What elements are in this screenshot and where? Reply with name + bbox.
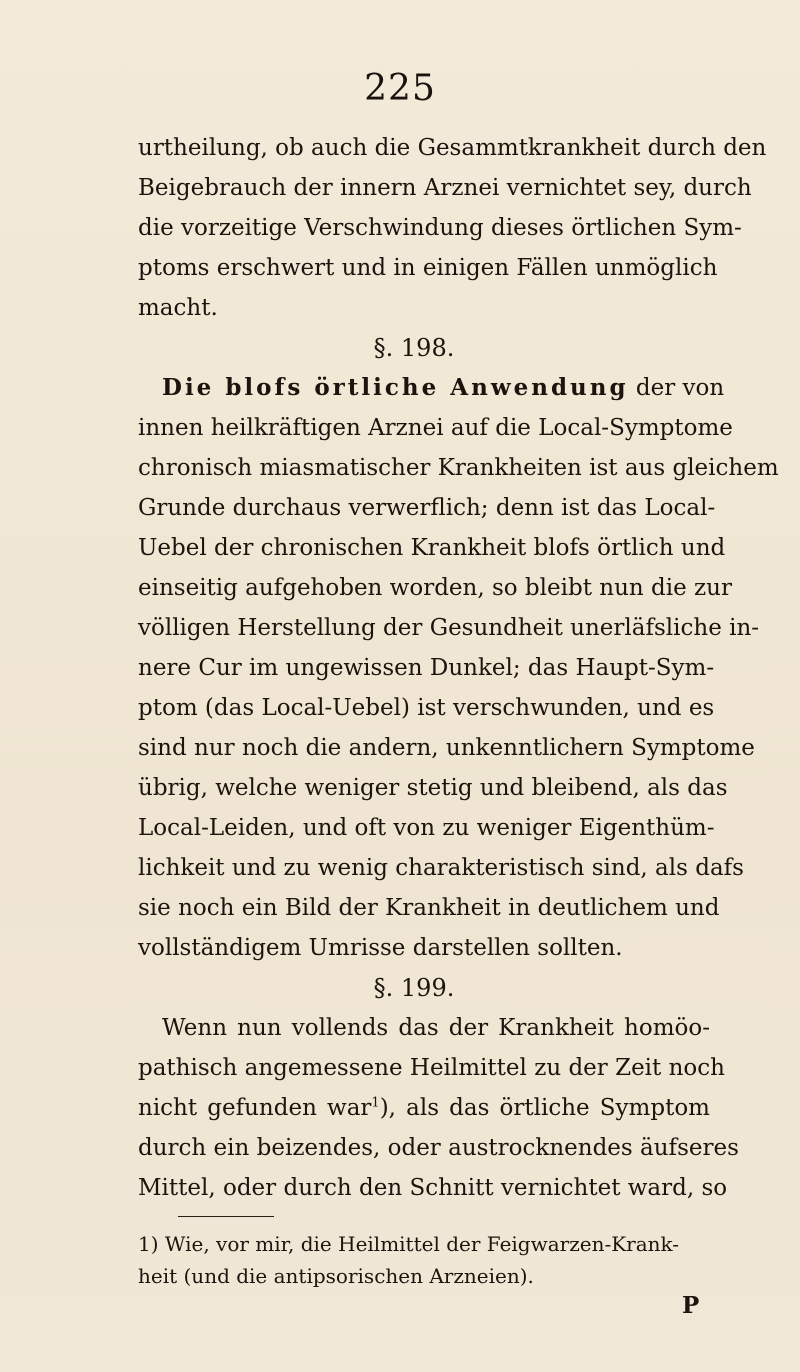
text-line: übrig, welche weniger stetig und bleibend, als das xyxy=(138,775,728,801)
text-line: Grunde durchaus verwerflich; denn ist das Local- xyxy=(138,495,716,521)
footnote-marker: 1 xyxy=(371,1095,380,1111)
text-line: macht. xyxy=(138,295,218,321)
text-line: sind nur noch die andern, unkenntlichern Symptome xyxy=(138,735,755,761)
text-fragment: nicht gefunden war xyxy=(138,1095,372,1121)
text-line: lichkeit und zu wenig charakteristisch sind, als dafs xyxy=(138,855,744,881)
text-line: innen heilkräftigen Arznei auf die Local-Symptome xyxy=(138,415,733,441)
text-line: ptom (das Local-Uebel) ist verschwunden, und es xyxy=(138,695,715,721)
footnote-divider xyxy=(178,1216,274,1217)
text-line: Uebel der chronischen Krankheit blofs örtlich und xyxy=(138,535,726,561)
text-line: die vorzeitige Verschwindung dieses örtlichen Sym- xyxy=(138,215,742,241)
text-line: völligen Herstellung der Gesundheit unerläfsliche in- xyxy=(138,615,760,641)
footnote-line: heit (und die antipsorischen Arzneien). xyxy=(138,1264,534,1288)
section-heading-198: §. 198. xyxy=(373,334,455,362)
text-line: Wenn nun vollends das der Krankheit homöo- xyxy=(162,1015,710,1041)
text-line xyxy=(138,368,725,408)
text-line: chronisch miasmatischer Krankheiten ist aus gleichem xyxy=(138,455,779,481)
main-text xyxy=(138,128,779,1208)
text-line xyxy=(138,1088,710,1128)
text-line: pathisch angemessene Heilmittel zu der Zeit noch xyxy=(138,1055,725,1081)
text-line: nere Cur im ungewissen Dunkel; das Haupt-Sym- xyxy=(138,655,715,681)
text-line: Beigebrauch der innern Arznei vernichtet sey, durch xyxy=(138,175,752,201)
text-line: ptoms erschwert und in einigen Fällen unmöglich xyxy=(138,255,718,281)
page-number: 225 xyxy=(364,68,436,109)
text-fragment: der von xyxy=(628,375,725,401)
text-line: Mittel, oder durch den Schnitt vernichtet ward, so xyxy=(138,1175,728,1201)
text-line: einseitig aufgehoben worden, so bleibt nun die zur xyxy=(138,575,732,601)
text-line: urtheilung, ob auch die Gesammtkrankheit durch den xyxy=(138,135,767,161)
text-line: sie noch ein Bild der Krankheit in deutlichem und xyxy=(138,895,720,921)
signature-mark: P xyxy=(682,1292,700,1319)
text-line: vollständigem Umrisse darstellen sollten. xyxy=(138,935,623,961)
footnote-line: 1) Wie, vor mir, die Heilmittel der Feigwarzen-Krank- xyxy=(138,1232,680,1256)
section-heading-199: §. 199. xyxy=(373,974,455,1002)
text-line: Local-Leiden, und oft von zu weniger Eigenthüm- xyxy=(138,815,715,841)
text-fragment: ), als das örtliche Symptom xyxy=(379,1095,710,1121)
text-line: durch ein beizendes, oder austrocknendes äufseres xyxy=(138,1135,739,1161)
emphasis-text: Die blofs örtliche Anwendung xyxy=(162,374,629,401)
footnote xyxy=(138,1228,710,1292)
